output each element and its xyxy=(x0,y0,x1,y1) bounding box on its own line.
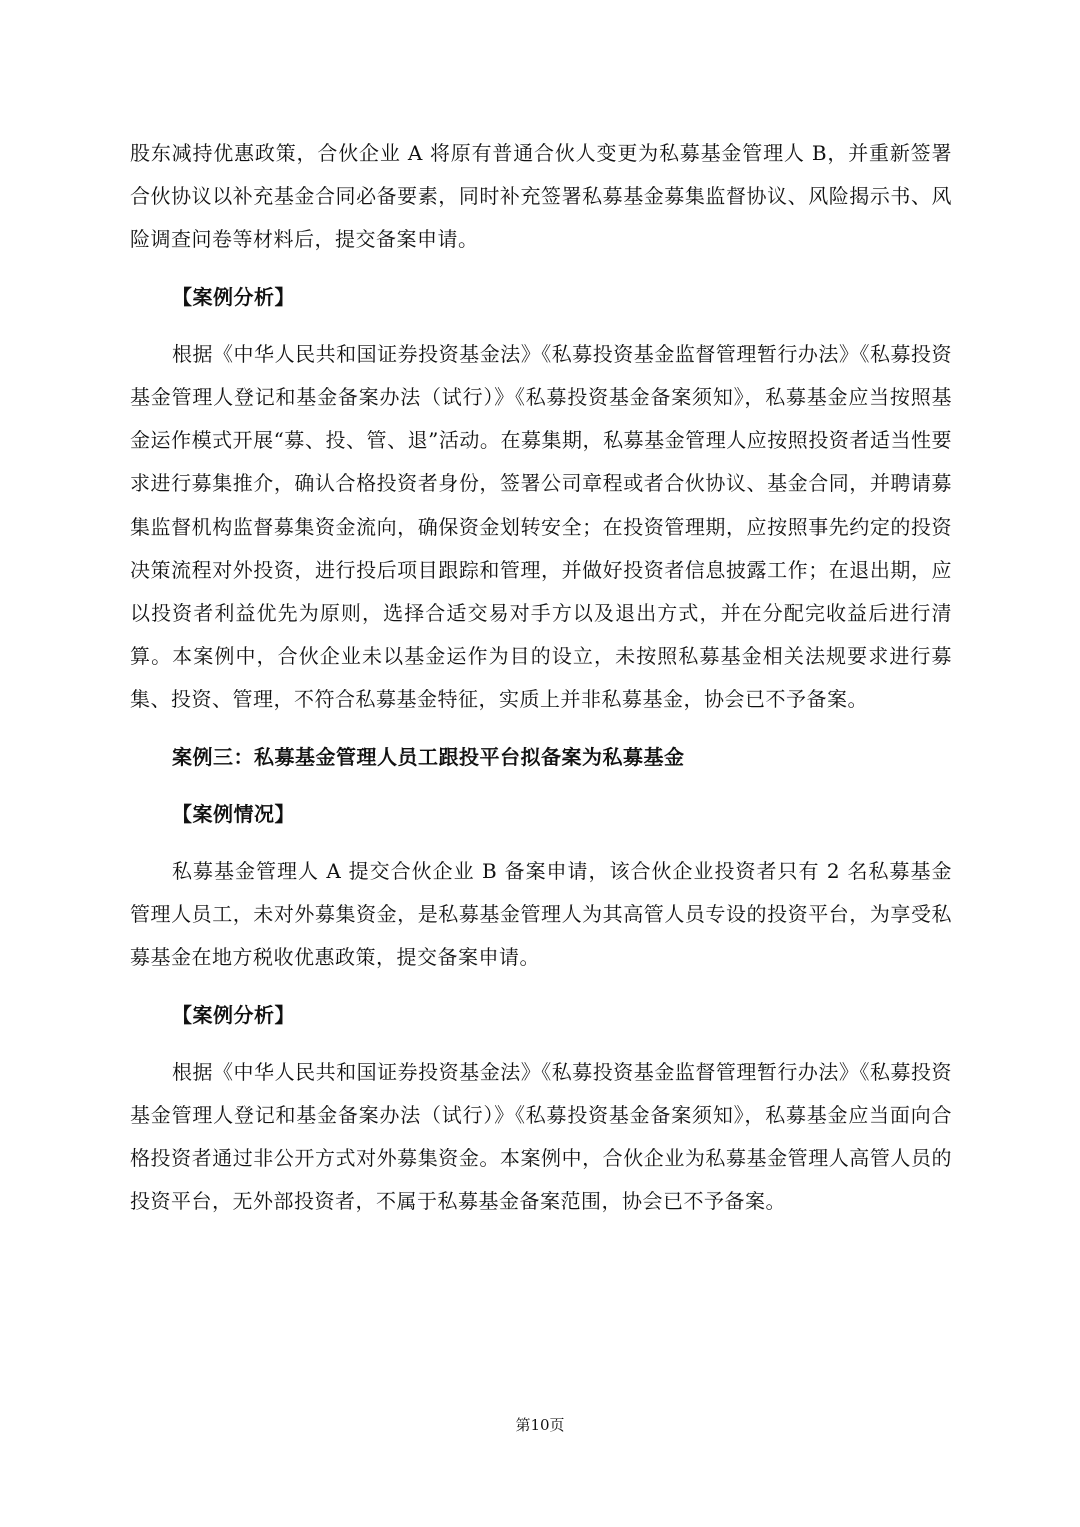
spacer xyxy=(130,722,952,736)
spacer xyxy=(130,836,952,850)
paragraph-case-situation: 私募基金管理人 A 提交合伙企业 B 备案申请，该合伙企业投资者只有 2 名私募基金管理人员工，未对外募集资金，是私募基金管理人为其高管人员专设的投资平台，为享受私募基金在地方税收优惠政策，提交备案申请。 xyxy=(130,859,952,970)
case-three-title: 案例三：私募基金管理人员工跟投平台拟备案为私募基金 xyxy=(172,744,685,769)
spacer xyxy=(130,980,952,994)
spacer xyxy=(130,779,952,793)
document-body xyxy=(130,132,952,1224)
section-heading-case-analysis: 【案例分析】 xyxy=(172,284,295,309)
paragraph-case-analysis: 根据《中华人民共和国证券投资基金法》《私募投资基金监督管理暂行办法》《私募投资基金管理人登记和基金备案办法（试行）》《私募投资基金备案须知》，私募基金应当按照基金运作模式开展“募、投、管、退”活动。在募集期，私募基金管理人应按照投资者适当性要求进行募集推介，确认合格投资者身份，签署公司章程或者合伙协议、基金合同，并聘请募集监督机构监督募集资金流向，确保资金划转安全；在投资管理期，应按照事先约定的投资决策流程对外投资，进行投后项目跟踪和管理，并做好投资者信息披露工作；在退出期，应以投资者利益优先为原则，选择合适交易对手方以及退出方式，并在分配完收益后进行清算。本案例中，合伙企业未以基金运作为目的设立，未按照私募基金相关法规要求进行募集、投资、管理，不符合私募基金特征，实质上并非私募基金，协会已不予备案。 xyxy=(130,341,952,712)
page-number: 第10页 xyxy=(515,1416,565,1434)
spacer xyxy=(130,319,952,333)
spacer xyxy=(130,262,952,276)
section-heading-case-analysis-2: 【案例分析】 xyxy=(172,1002,295,1027)
section-heading-case-situation: 【案例情况】 xyxy=(172,801,295,826)
paragraph-case-analysis-2: 根据《中华人民共和国证券投资基金法》《私募投资基金监督管理暂行办法》《私募投资基金管理人登记和基金备案办法（试行）》《私募投资基金备案须知》，私募基金应当面向合格投资者通过非公开方式对外募集资金。本案例中，合伙企业为私募基金管理人高管人员的投资平台，无外部投资者，不属于私募基金备案范围，协会已不予备案。 xyxy=(130,1059,952,1214)
paragraph-continuation: 股东减持优惠政策，合伙企业 A 将原有普通合伙人变更为私募基金管理人 B，并重新签署合伙协议以补充基金合同必备要素，同时补充签署私募基金募集监督协议、风险揭示书、风险调查问卷等材料后，提交备案申请。 xyxy=(130,141,952,252)
spacer xyxy=(130,1037,952,1051)
